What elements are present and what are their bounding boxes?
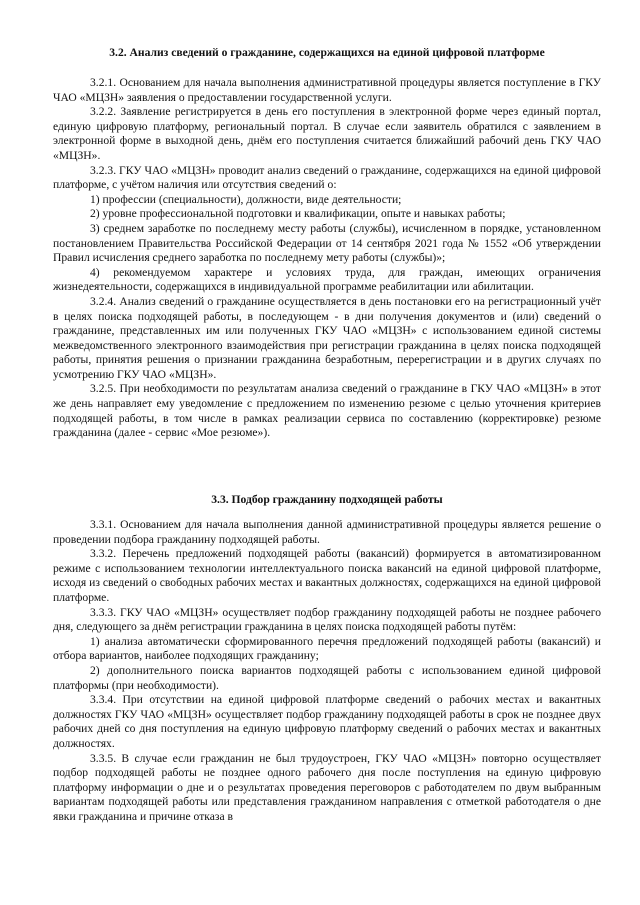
section-body bbox=[53, 518, 601, 824]
list-item: 2) дополнительного поиска вариантов подходящей работы с использованием единой цифровой платформы (при необходимости). bbox=[53, 663, 601, 692]
paragraph: 3.3.2. Перечень предложений подходящей работы (вакансий) формируется в автоматизированном режиме с использованием технологии интеллектуального поиска вакансий на единой цифровой платформе, исходя из сведений о свободных рабочих местах и вакантных должностях, содержащихся на единой цифровой платформе. bbox=[53, 547, 601, 604]
paragraph: 3.2.5. При необходимости по результатам анализа сведений о гражданине в ГКУ ЧАО «МЦЗН» в этот же день направляет ему уведомление с предложением по изменению резюме с целью уточнения критериев подходящей работы, в том числе в рамках реализации сервиса по составлению (корректировке) резюме гражданина (далее - сервис «Мое резюме»). bbox=[53, 382, 601, 440]
paragraph: 3.3.4. При отсутствии на единой цифровой платформе сведений о рабочих местах и вакантных должностях ГКУ ЧАО «МЦЗН» осуществляет подбор гражданину подходящей работы в срок не позднее двух рабочих дней со дня поступления на единую цифровую платформу сведений о рабочих местах и вакантных должностях. bbox=[53, 693, 601, 750]
list-item: 2) уровне профессиональной подготовки и квалификации, опыте и навыках работы; bbox=[90, 207, 506, 221]
section-heading: 3.3. Подбор гражданину подходящей работы bbox=[211, 493, 443, 506]
paragraph: 3.2.3. ГКУ ЧАО «МЦЗН» проводит анализ сведений о гражданине, содержащихся на единой цифровой платформе, с учётом наличия или отсутствия сведений о: bbox=[53, 163, 601, 192]
list-item: 4) рекомендуемом характере и условиях труда, для граждан, имеющих ограничения жизнедеятельности, содержащихся в индивидуальной программе реабилитации или абилитации. bbox=[53, 265, 601, 294]
paragraph: 3.2.4. Анализ сведений о гражданине осуществляется в день постановки его на регистрационный учёт в целях поиска подходящей работы, в последующем - в дни получения документов и (или) сведений о гражданине, представленных им или полученных ГКУ ЧАО «МЦЗН» с использованием единой системы межведомственного электронного взаимодействия при регистрации гражданина в целях поиска подходящей работы, принятия решения о признании гражданина безработным, перерегистрации и в других случаях по усмотрению ГКУ ЧАО «МЦЗН». bbox=[53, 294, 601, 381]
paragraph: 3.2.2. Заявление регистрируется в день его поступления в электронной форме через единый портал, единую цифровую платформу, региональный портал. В случае если заявитель обратился с заявлением в электронной форме в выходной день, днём его поступления считается ближайший рабочий день ГКУ ЧАО «МЦЗН». bbox=[53, 105, 601, 162]
section-body bbox=[53, 76, 601, 441]
paragraph: 3.3.3. ГКУ ЧАО «МЦЗН» осуществляет подбор гражданину подходящей работы не позднее рабочего дня, следующего за днём регистрации гражданина в целях поиска подходящей работы путём: bbox=[53, 605, 601, 634]
list-item: 1) анализа автоматически сформированного перечня предложений подходящей работы (вакансий) и отбора вариантов, наиболее подходящих гражданину; bbox=[53, 634, 601, 663]
paragraph: 3.2.1. Основанием для начала выполнения административной процедуры является поступление в ГКУ ЧАО «МЦЗН» заявления о предоставлении государственной услуги. bbox=[53, 76, 601, 104]
paragraph: 3.3.1. Основанием для начала выполнения данной административной процедуры является решение о проведении подбора гражданину подходящей работы. bbox=[53, 518, 601, 546]
paragraph: 3.3.5. В случае если гражданин не был трудоустроен, ГКУ ЧАО «МЦЗН» повторно осуществляет подбор подходящей работы не позднее одного рабочего дня после поступления на единую цифровую платформу информации о дне и о результатах проведения переговоров с работодателем по двум выбранным вариантам подходящей работы или представления гражданином направления с отметкой работодателя о дне явки гражданина и причине отказа в bbox=[53, 751, 601, 823]
list-item: 1) профессии (специальности), должности, виде деятельности; bbox=[90, 192, 402, 206]
list-item: 3) среднем заработке по последнему месту работы (службы), исчисленном в порядке, установленном постановлением Правительства Российской Федерации от 14 сентября 2021 года № 1552 «Об утверждении Правил исчисления среднего заработка по последнему мету работы (службы)»; bbox=[53, 221, 601, 265]
section-heading: 3.2. Анализ сведений о гражданине, содержащихся на единой цифровой платформе bbox=[109, 46, 545, 59]
